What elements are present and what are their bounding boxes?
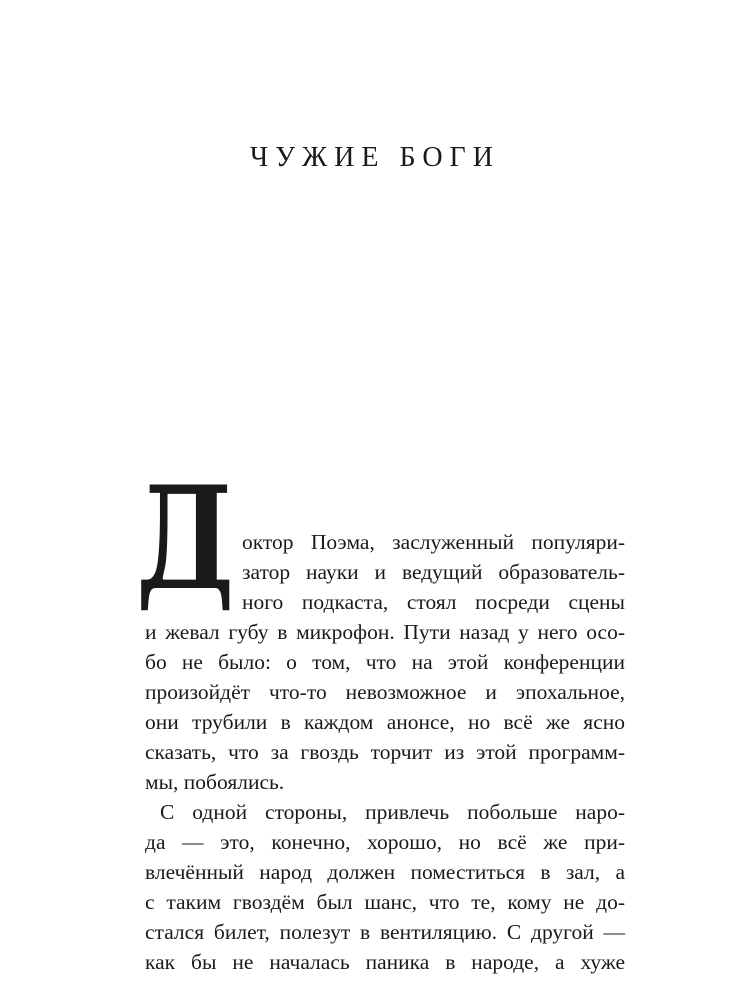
text-line: затор науки и ведущий образователь- (242, 560, 625, 584)
text-line: бо не было: о том, что на этой конференции (145, 650, 625, 674)
text-line: ного подкаста, стоял посреди сцены (242, 590, 625, 614)
text-line: произойдёт что-то невозможное и эпохальное, (145, 680, 625, 704)
text-line: С одной стороны, привлечь побольше наро- (160, 800, 625, 824)
chapter-title: ЧУЖИЕ БОГИ (250, 142, 500, 173)
text-line: как бы не началась паника в народе, а хуже (145, 950, 625, 974)
text-line: стался билет, полезут в вентиляцию. С другой — (145, 920, 625, 944)
drop-cap-letter: Д (136, 456, 235, 622)
text-line: и жевал губу в микрофон. Пути назад у него осо- (145, 620, 625, 644)
text-line: октор Поэма, заслуженный популяри- (242, 530, 625, 554)
text-line: с таким гвоздём был шанс, что те, кому не до- (145, 890, 625, 914)
text-line: влечённый народ должен поместиться в зал, а (145, 860, 625, 884)
text-line: сказать, что за гвоздь торчит из этой программ- (145, 740, 625, 764)
text-line: мы, побоялись. (145, 770, 285, 794)
text-line: да — это, конечно, хорошо, но всё же при- (145, 830, 625, 854)
text-line: они трубили в каждом анонсе, но всё же ясно (145, 710, 625, 734)
